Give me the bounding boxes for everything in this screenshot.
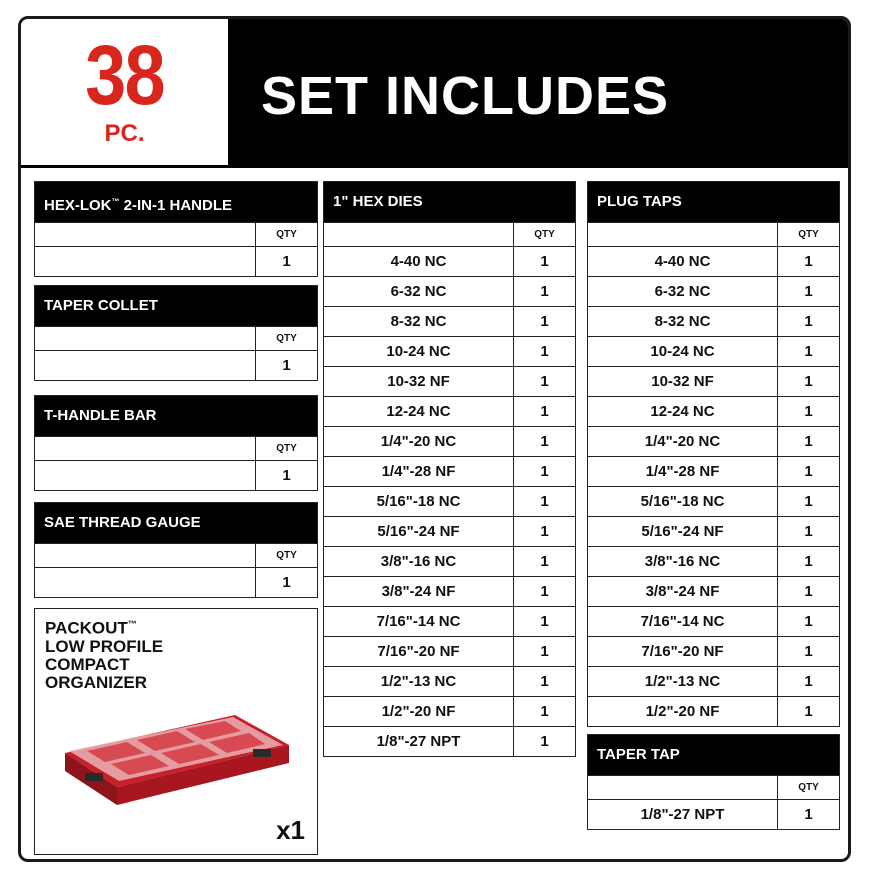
table-row — [324, 696, 575, 726]
qty-header-row — [35, 543, 317, 567]
qty-cell: 1 — [255, 247, 317, 276]
size-cell: 4-40 NC — [390, 253, 447, 270]
size-cell: 1/4"-28 NF — [381, 463, 456, 480]
qty-header-row — [35, 436, 317, 460]
trademark-mark: ™ — [111, 197, 120, 206]
table-row — [588, 576, 839, 606]
size-cell: 5/16"-18 NC — [376, 493, 461, 510]
plug-taps-table — [587, 181, 840, 727]
table-row — [324, 246, 575, 276]
size-cell: 7/16"-14 NC — [376, 613, 461, 630]
size-cell: 7/16"-14 NC — [640, 613, 725, 630]
size-cell: 7/16"-20 NF — [641, 643, 724, 660]
qty-header: QTY — [255, 223, 317, 246]
qty-cell: 1 — [777, 607, 839, 636]
qty-header: QTY — [777, 223, 839, 246]
qty-cell: 1 — [513, 577, 575, 606]
size-cell: 1/8"-27 NPT — [640, 806, 725, 823]
qty-cell: 1 — [777, 457, 839, 486]
qty-header-row — [324, 222, 575, 246]
table-row — [324, 576, 575, 606]
piece-count-panel — [21, 19, 228, 165]
qty-header: QTY — [777, 776, 839, 799]
qty-header: QTY — [255, 327, 317, 350]
qty-cell: 1 — [513, 667, 575, 696]
organizer-title-line: ORGANIZER — [45, 672, 147, 692]
t-handle-bar-title: T-HANDLE BAR — [35, 396, 317, 436]
qty-header: QTY — [255, 544, 317, 567]
qty-cell: 1 — [513, 277, 575, 306]
qty-cell: 1 — [777, 800, 839, 829]
item-cell — [35, 437, 255, 460]
size-cell: 4-40 NC — [654, 253, 711, 270]
item-cell — [35, 327, 255, 350]
table-row — [324, 606, 575, 636]
table-row — [588, 606, 839, 636]
qty-cell: 1 — [777, 577, 839, 606]
qty-cell: 1 — [513, 397, 575, 426]
qty-cell: 1 — [777, 517, 839, 546]
hex-lok-title-rest: 2-IN-1 HANDLE — [119, 197, 233, 214]
qty-header-row — [588, 222, 839, 246]
qty-cell: 1 — [513, 457, 575, 486]
item-cell — [324, 223, 513, 246]
qty-cell: 1 — [513, 727, 575, 756]
table-row — [35, 246, 317, 276]
size-cell: 3/8"-16 NC — [644, 553, 721, 570]
qty-header-row — [588, 775, 839, 799]
item-cell — [588, 776, 777, 799]
organizer-title-line: PACKOUT — [45, 618, 128, 638]
qty-cell: 1 — [513, 517, 575, 546]
qty-cell: 1 — [255, 568, 317, 597]
qty-cell: 1 — [777, 427, 839, 456]
table-row — [588, 546, 839, 576]
qty-cell: 1 — [777, 307, 839, 336]
table-row — [588, 276, 839, 306]
qty-header-row — [35, 222, 317, 246]
table-row — [588, 516, 839, 546]
table-row — [588, 456, 839, 486]
item-cell — [588, 223, 777, 246]
table-row — [35, 567, 317, 597]
table-row — [588, 336, 839, 366]
item-cell — [35, 544, 255, 567]
size-cell: 7/16"-20 NF — [377, 643, 460, 660]
taper-tap-title: TAPER TAP — [588, 735, 839, 775]
taper-tap-table — [587, 734, 840, 830]
table-row — [588, 696, 839, 726]
table-row — [588, 636, 839, 666]
table-row — [324, 366, 575, 396]
item-cell — [35, 351, 255, 380]
table-row — [324, 336, 575, 366]
size-cell: 1/4"-20 NC — [380, 433, 457, 450]
table-row — [324, 396, 575, 426]
qty-cell: 1 — [777, 367, 839, 396]
page-title: SET INCLUDES — [261, 66, 670, 126]
qty-cell: 1 — [513, 607, 575, 636]
item-cell — [35, 247, 255, 276]
size-cell: 1/2"-13 NC — [380, 673, 457, 690]
size-cell: 1/4"-20 NC — [644, 433, 721, 450]
qty-cell: 1 — [777, 247, 839, 276]
table-row — [35, 460, 317, 490]
organizer-case-icon — [57, 701, 297, 811]
item-cell — [35, 568, 255, 597]
piece-count: 38 — [85, 28, 164, 122]
size-cell: 6-32 NC — [390, 283, 447, 300]
qty-cell: 1 — [513, 487, 575, 516]
qty-cell: 1 — [255, 461, 317, 490]
qty-cell: 1 — [777, 637, 839, 666]
size-cell: 8-32 NC — [390, 313, 447, 330]
qty-cell: 1 — [255, 351, 317, 380]
organizer-title — [45, 615, 163, 692]
set-includes-card — [18, 16, 851, 862]
organizer-title-line: LOW PROFILE — [45, 636, 164, 656]
qty-cell: 1 — [777, 667, 839, 696]
table-row — [588, 246, 839, 276]
item-cell — [35, 461, 255, 490]
qty-header: QTY — [255, 437, 317, 460]
size-cell: 3/8"-24 NF — [645, 583, 720, 600]
table-row — [324, 306, 575, 336]
size-cell: 1/4"-28 NF — [645, 463, 720, 480]
piece-count-unit: PC. — [104, 120, 145, 147]
size-cell: 12-24 NC — [650, 403, 715, 420]
table-row — [35, 350, 317, 380]
hex-lok-title — [35, 182, 317, 222]
hex-dies-table — [323, 181, 576, 757]
table-row — [324, 546, 575, 576]
size-cell: 10-32 NF — [651, 373, 714, 390]
sae-thread-gauge-title: SAE THREAD GAUGE — [35, 503, 317, 543]
table-row — [324, 486, 575, 516]
table-row — [588, 426, 839, 456]
table-row — [324, 636, 575, 666]
header-divider — [21, 165, 848, 168]
hex-lok-table — [34, 181, 318, 277]
taper-collet-table — [34, 285, 318, 381]
size-cell: 1/2"-13 NC — [644, 673, 721, 690]
table-row — [588, 666, 839, 696]
qty-cell: 1 — [513, 637, 575, 666]
qty-cell: 1 — [777, 697, 839, 726]
sae-thread-gauge-table — [34, 502, 318, 598]
qty-cell: 1 — [513, 367, 575, 396]
table-row — [324, 666, 575, 696]
size-cell: 3/8"-24 NF — [381, 583, 456, 600]
table-row — [588, 486, 839, 516]
size-cell: 8-32 NC — [654, 313, 711, 330]
organizer-panel — [34, 608, 318, 855]
size-cell: 5/16"-24 NF — [641, 523, 724, 540]
table-row — [324, 276, 575, 306]
qty-cell: 1 — [513, 307, 575, 336]
qty-header-row — [35, 326, 317, 350]
hex-lok-title-text: HEX-LOK — [44, 197, 112, 214]
qty-cell: 1 — [513, 547, 575, 576]
qty-cell: 1 — [777, 337, 839, 366]
size-cell: 1/2"-20 NF — [645, 703, 720, 720]
table-row — [324, 456, 575, 486]
size-cell: 1/8"-27 NPT — [376, 733, 461, 750]
qty-cell: 1 — [513, 337, 575, 366]
table-row — [324, 726, 575, 756]
size-cell: 1/2"-20 NF — [381, 703, 456, 720]
table-row — [588, 396, 839, 426]
table-row — [588, 306, 839, 336]
plug-taps-title: PLUG TAPS — [588, 182, 839, 222]
size-cell: 6-32 NC — [654, 283, 711, 300]
trademark-mark: ™ — [127, 619, 137, 629]
table-row — [588, 366, 839, 396]
organizer-title-line: COMPACT — [45, 654, 130, 674]
qty-cell: 1 — [777, 397, 839, 426]
taper-collet-title: TAPER COLLET — [35, 286, 317, 326]
size-cell: 10-24 NC — [650, 343, 715, 360]
table-row — [588, 799, 839, 829]
qty-cell: 1 — [513, 697, 575, 726]
size-cell: 10-24 NC — [386, 343, 451, 360]
qty-cell: 1 — [777, 547, 839, 576]
qty-cell: 1 — [513, 427, 575, 456]
qty-cell: 1 — [513, 247, 575, 276]
size-cell: 5/16"-18 NC — [640, 493, 725, 510]
organizer-qty: x1 — [276, 815, 305, 845]
table-row — [324, 516, 575, 546]
item-cell — [35, 223, 255, 246]
size-cell: 3/8"-16 NC — [380, 553, 457, 570]
qty-header: QTY — [513, 223, 575, 246]
table-row — [324, 426, 575, 456]
t-handle-bar-table — [34, 395, 318, 491]
size-cell: 10-32 NF — [387, 373, 450, 390]
qty-cell: 1 — [777, 277, 839, 306]
qty-cell: 1 — [777, 487, 839, 516]
size-cell: 5/16"-24 NF — [377, 523, 460, 540]
hex-dies-title: 1" HEX DIES — [324, 182, 575, 222]
size-cell: 12-24 NC — [386, 403, 451, 420]
